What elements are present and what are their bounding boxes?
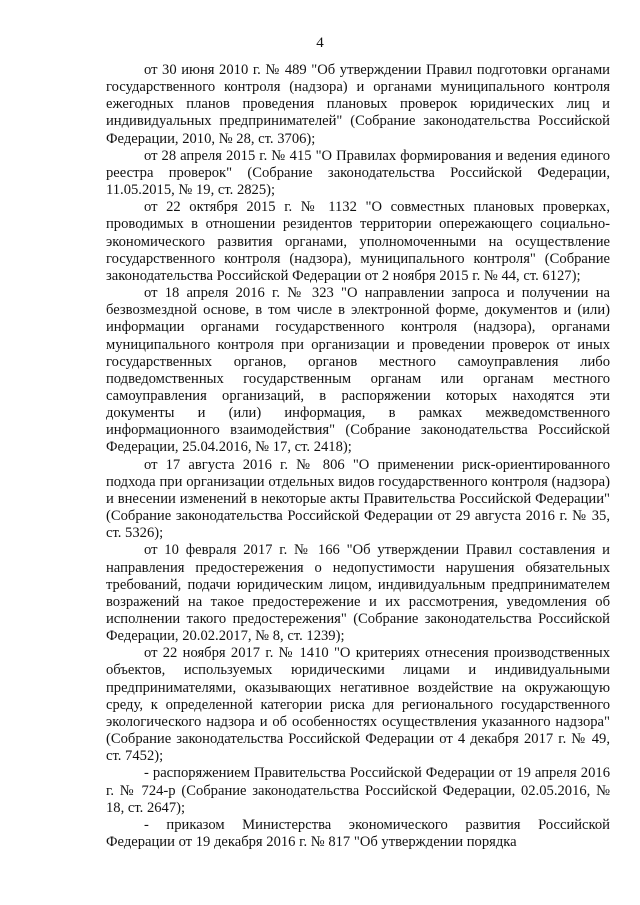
paragraph-decree-1410: от 22 ноября 2017 г. № 1410 "О критериях отнесения производственных объектов, используемых юридическими лицами и индивидуальными предпринимателями, оказывающих негативное воздействие на окружающую среду, к определенной категории риска для регионального государственного экологического надзора и об особенностях осуществления указанного надзора" (Собрание законодательства Российской Федерации от 4 декабря 2017 г. № 49, ст. 7452);	[106, 645, 610, 765]
paragraph-decree-806: от 17 августа 2016 г. № 806 "О применении риск-ориентированного подхода при организации отдельных видов государственного контроля (надзора) и внесении изменений в некоторые акты Правительства Российской Федерации" (Собрание законодательства Российской Федерации от 29 августа 2016 г. № 35, ст. 5326);	[106, 456, 610, 542]
paragraph-decree-1132: от 22 октября 2015 г. № 1132 "О совместных плановых проверках, проводимых в отношении резидентов территории опережающего социально-экономического развития органами, уполномоченными на осуществление государственного контроля (надзора), муниципального контроля" (Собрание законодательства Российской Федерации от 2 ноября 2015 г. № 44, ст. 6127);	[106, 199, 610, 284]
paragraph-order-724-r: - распоряжением Правительства Российской Федерации от 19 апреля 2016 г. № 724-р (Собрание законодательства Российской Федерации, 02.05.2016, № 18, ст. 2647);	[106, 765, 610, 816]
paragraph-decree-415: от 28 апреля 2015 г. № 415 "О Правилах формирования и ведения единого реестра проверок" (Собрание законодательства Российской Федерации, 11.05.2015, № 19, ст. 2825);	[106, 147, 610, 199]
document-body	[106, 62, 610, 851]
paragraph-decree-166: от 10 февраля 2017 г. № 166 "Об утверждении Правил составления и направления предостережения о недопустимости нарушения обязательных требований, подачи юридическим лицом, индивидуальным предпринимателем возражений на такое предостережение и их рассмотрения, уведомления об исполнении такого предостережения" (Собрание законодательства Российской Федерации, 20.02.2017, № 8, ст. 1239);	[106, 542, 610, 645]
paragraph-decree-323: от 18 апреля 2016 г. № 323 "О направлении запроса и получении на безвозмездной основе, в том числе в электронной форме, документов и (или) информации органами государственного контроля (надзора), органами муниципального контроля при организации и проведении проверок от иных государственных органов, органов местного самоуправления либо подведомственных государственным органам или органам местного самоуправления организаций, в распоряжении которых находятся эти документы и (или) информация, в рамках межведомственного информационного взаимодействия" (Собрание законодательства Российской Федерации, 25.04.2016, № 17, ст. 2418);	[106, 285, 610, 456]
paragraph-decree-489: от 30 июня 2010 г. № 489 "Об утверждении Правил подготовки органами государственного контроля (надзора) и органами муниципального контроля ежегодных планов проведения плановых проверок юридических лиц и индивидуальных предпринимателей" (Собрание законодательства Российской Федерации, 2010, № 28, ст. 3706);	[106, 62, 610, 147]
paragraph-order-817: - приказом Министерства экономического развития Российской Федерации от 19 декабря 2016 г. № 817 "Об утверждении порядка	[106, 816, 610, 851]
page-number: 4	[316, 35, 324, 51]
